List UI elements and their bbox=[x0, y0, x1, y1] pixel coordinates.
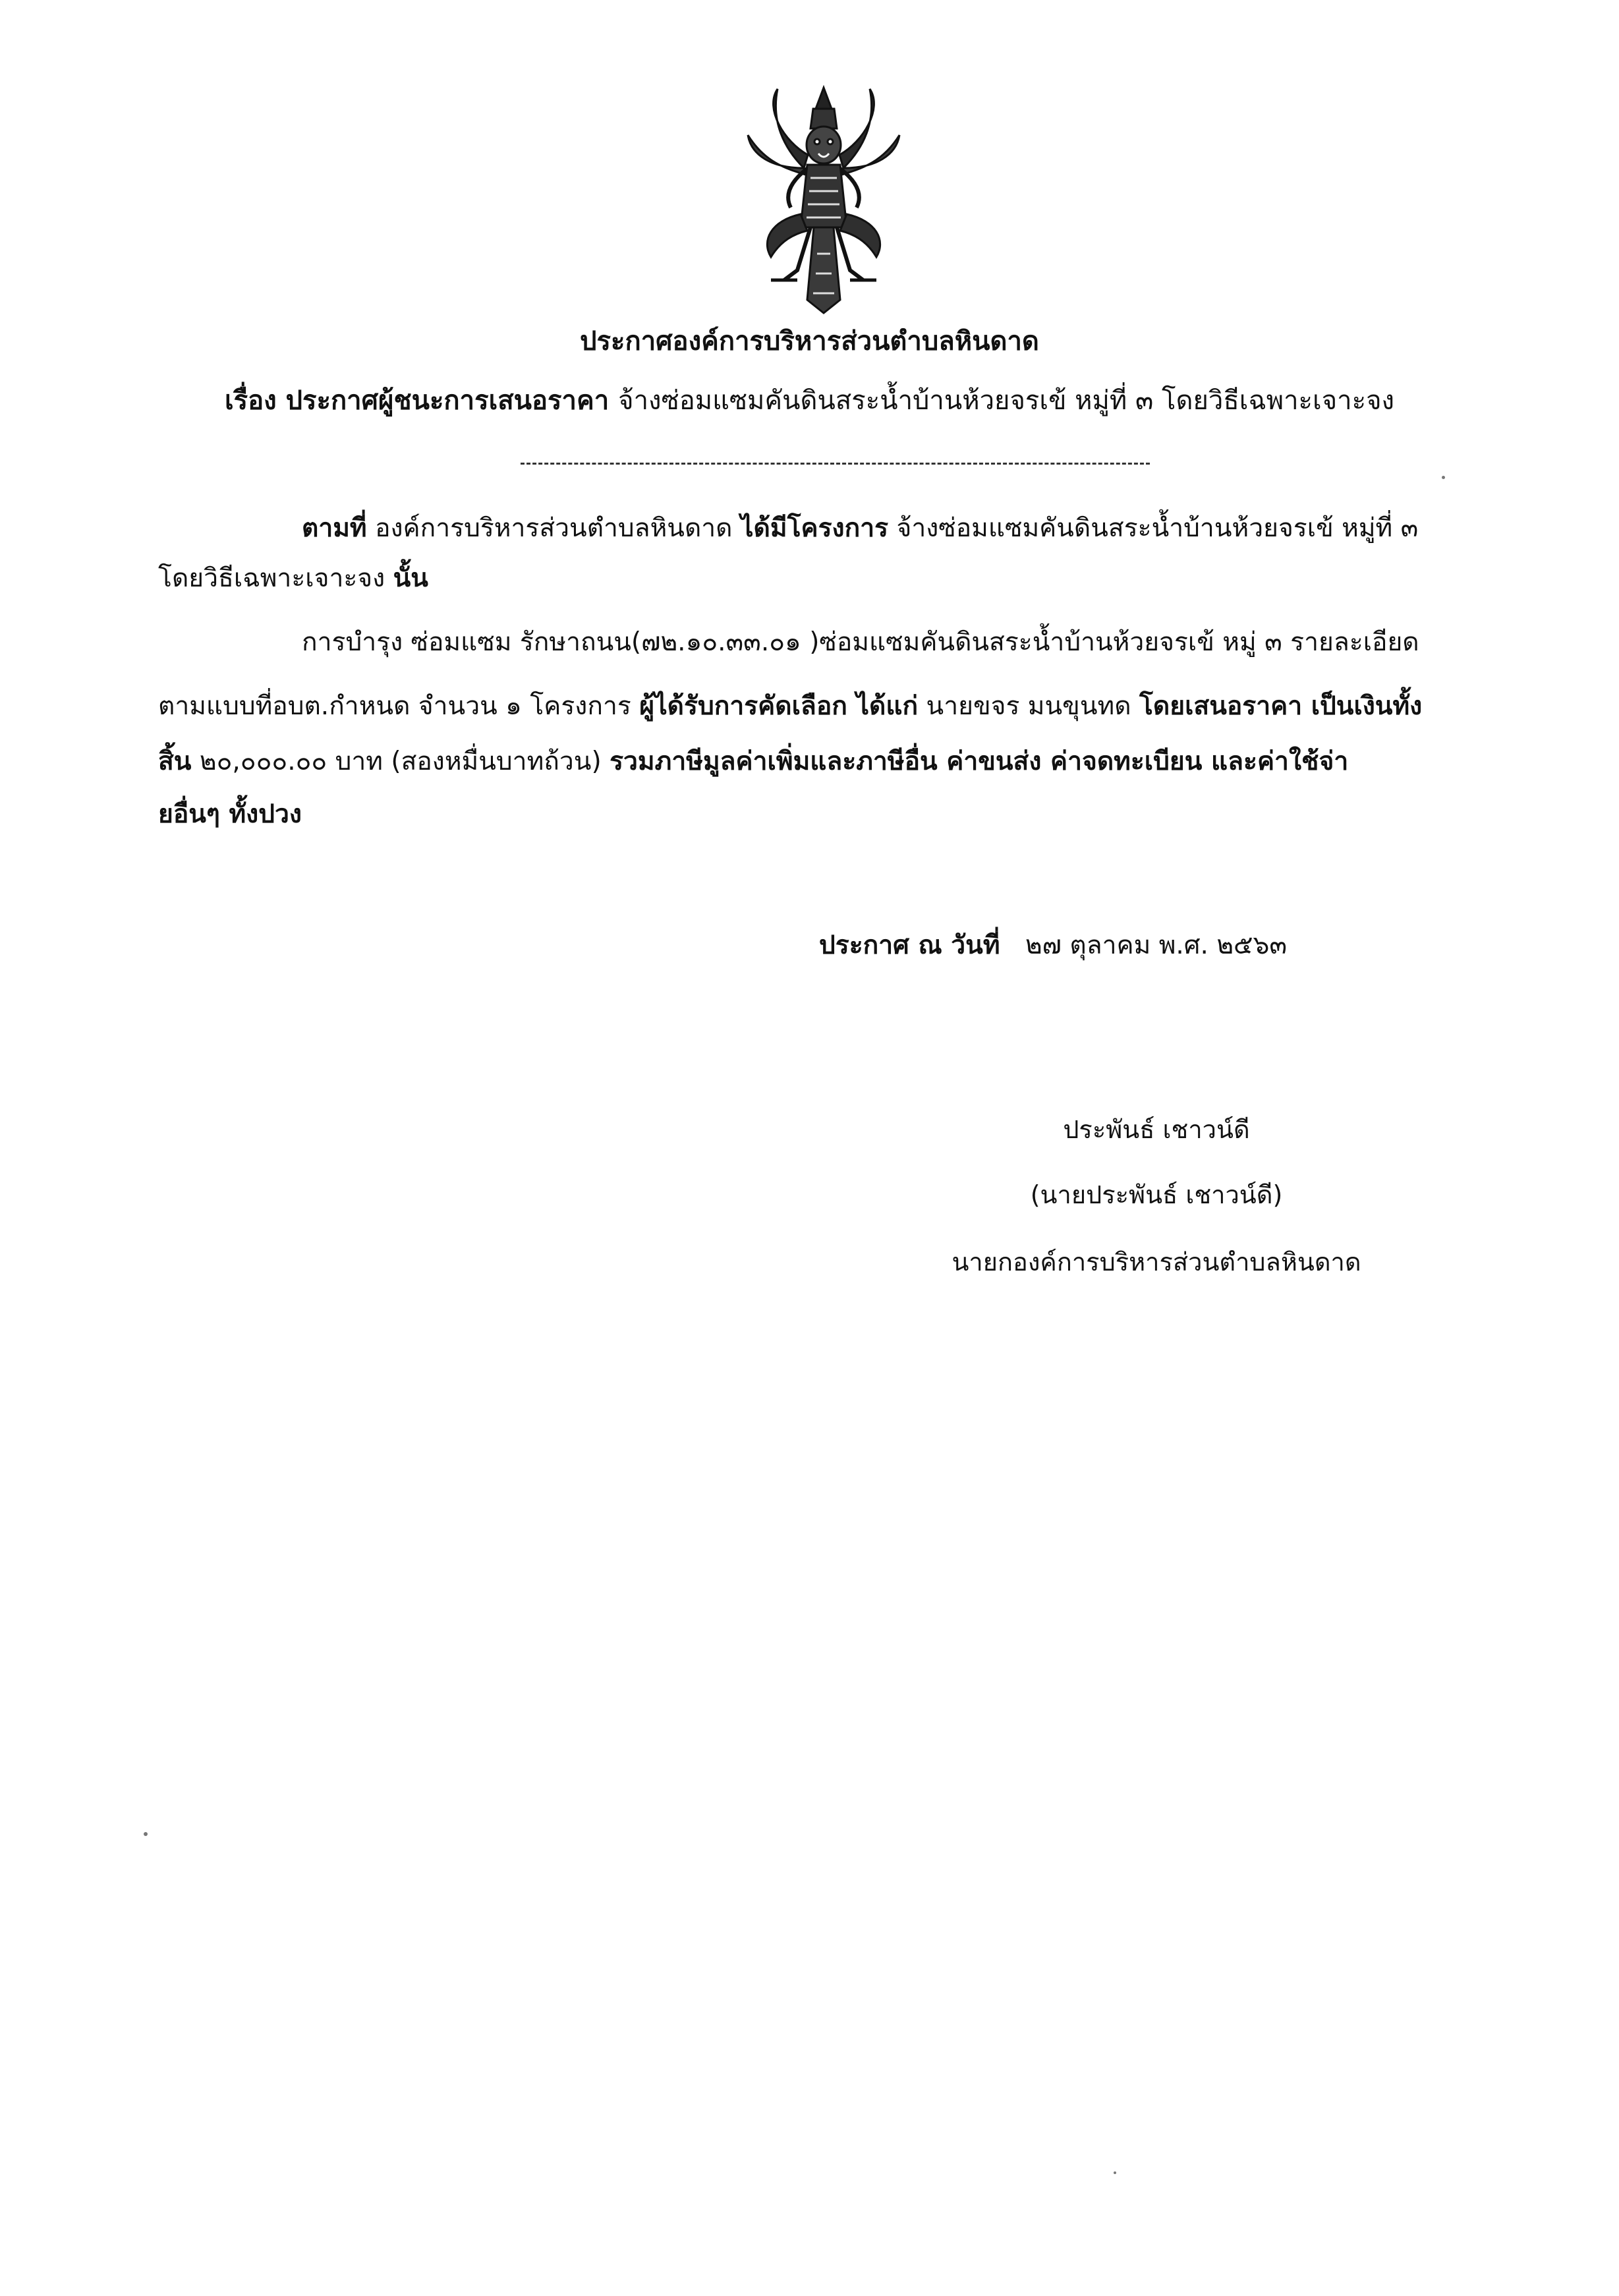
p2-line3-text: ๒๐,๐๐๐.๐๐ บาท (สองหมื่นบาทถ้วน) bbox=[199, 747, 602, 776]
separator-line bbox=[521, 463, 1150, 465]
signature-name: ประพันธ์ เชาวน์ดี bbox=[1063, 1115, 1250, 1144]
p2-line2-bold-1: ผู้ได้รับการคัดเลือก ได้แก่ bbox=[639, 691, 919, 721]
p1-line2-bold: นั้น bbox=[393, 563, 428, 593]
p2-line2-text-1: ตามแบบที่อบต.กำหนด จำนวน ๑ โครงการ bbox=[158, 691, 631, 721]
p2-line2-bold-2: โดยเสนอราคา เป็นเงินทั้ง bbox=[1139, 691, 1423, 721]
signature-full-name: (นายประพันธ์ เชาวน์ดี) bbox=[1030, 1180, 1283, 1209]
p1-bold-1: ตามที่ bbox=[302, 513, 367, 543]
announce-label: ประกาศ ณ วันที่ bbox=[819, 931, 1000, 960]
scan-speck bbox=[1442, 476, 1445, 479]
signature-position: นายกองค์การบริหารส่วนตำบลหินดาด bbox=[952, 1248, 1361, 1277]
paragraph-2-line-3 bbox=[158, 742, 1348, 782]
announce-date: ๒๗ ตุลาคม พ.ศ. ๒๕๖๓ bbox=[1025, 931, 1287, 960]
paragraph-2-line-4: ยอื่นๆ ทั้งปวง bbox=[158, 799, 302, 829]
p2-line3-bold-1: สิ้น bbox=[158, 747, 192, 776]
paragraph-2-line-2 bbox=[158, 687, 1422, 726]
p1-bold-2: ได้มีโครงการ bbox=[740, 513, 889, 543]
garuda-emblem-icon bbox=[745, 82, 903, 320]
paragraph-1-line-2 bbox=[158, 559, 428, 598]
p2-line3-bold-2: รวมภาษีมูลค่าเพิ่มและภาษีอื่น ค่าขนส่ง ค่าจดทะเบียน และค่าใช้จ่า bbox=[610, 747, 1349, 776]
announce-date-line bbox=[819, 926, 1287, 965]
p1-line2-text: โดยวิธีเฉพาะเจาะจง bbox=[158, 563, 385, 593]
document-subject bbox=[0, 381, 1619, 420]
document-title: ประกาศองค์การบริหารส่วนตำบลหินดาด bbox=[580, 326, 1039, 357]
scan-speck bbox=[1114, 2171, 1116, 2174]
p2-line2-text-2: นายขจร มนขุนทด bbox=[926, 691, 1131, 721]
p1-text-2: จ้างซ่อมแซมคันดินสระน้ำบ้านห้วยจรเข้ หมู่ที่ ๓ bbox=[896, 513, 1419, 543]
subject-label: เรื่อง ประกาศผู้ชนะการเสนอราคา bbox=[224, 386, 610, 416]
paragraph-1-line-1 bbox=[302, 509, 1418, 548]
p1-text-1: องค์การบริหารส่วนตำบลหินดาด bbox=[375, 513, 733, 543]
paragraph-2-line-1: การบำรุง ซ่อมแซม รักษาถนน(๗๒.๑๐.๓๓.๐๑ )ซ่อมแซมคันดินสระน้ำบ้านห้วยจรเข้ หมู่ ๓ รายละเอียด bbox=[302, 627, 1419, 657]
subject-text: จ้างซ่อมแซมคันดินสระน้ำบ้านห้วยจรเข้ หมู่ที่ ๓ โดยวิธีเฉพาะเจาะจง bbox=[618, 386, 1395, 416]
scan-speck bbox=[144, 1832, 148, 1836]
